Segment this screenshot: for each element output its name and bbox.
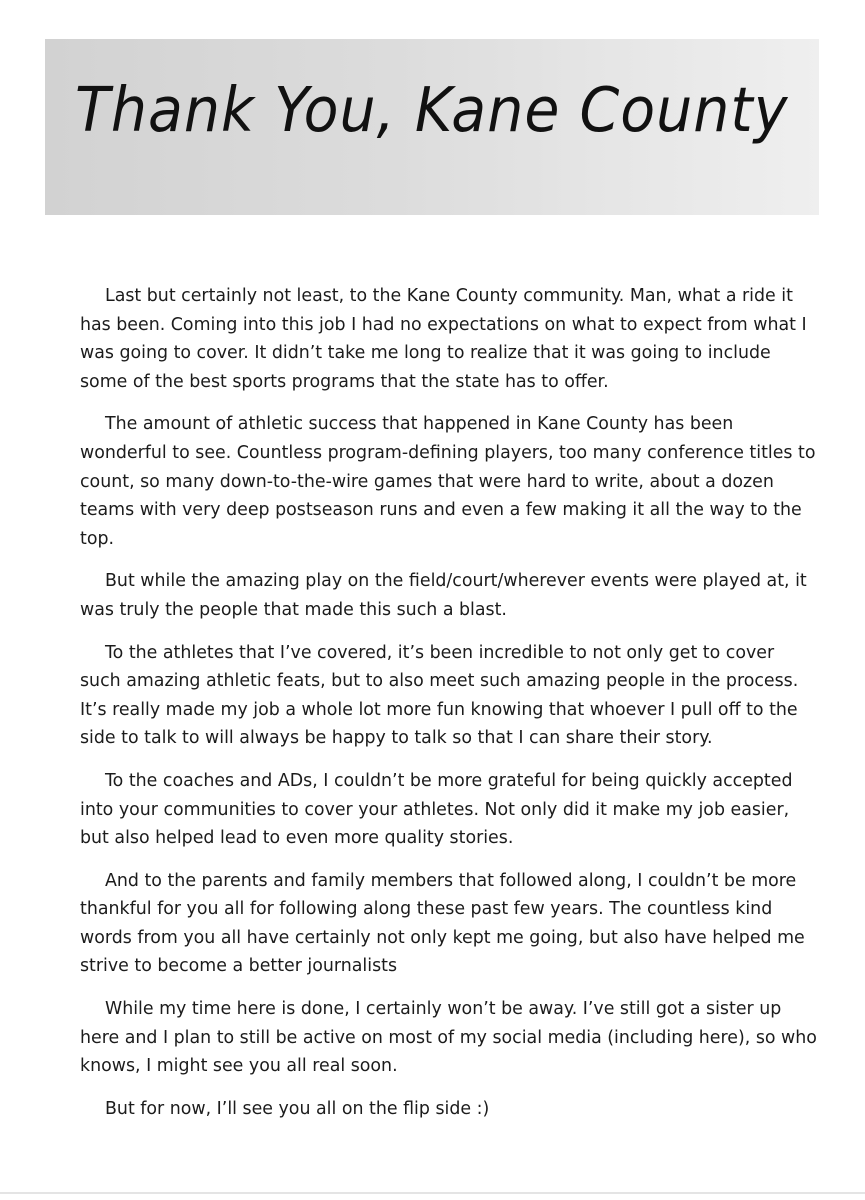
article-body [80, 282, 820, 1137]
paragraph-parents: And to the parents and family members that followed along, I couldn’t be more thankful for you all for following along these past few years. The countless kind words from you all have certainly not only kept me going, but also have helped me strive to become a better journalists [80, 870, 805, 977]
paragraph-athletic-success: The amount of athletic success that happened in Kane County has been wonderful to see. Countless program-defining players, too many conference titles to count, so many down-to-the-wire games that were hard to write, about a dozen teams with very deep postseason runs and even a few making it all the way to the top. [80, 414, 816, 549]
page-bottom-divider [0, 1192, 865, 1194]
paragraph-intro: Last but certainly not least, to the Kane County community. Man, what a ride it has been. Coming into this job I had no expectations on what to expect from what I was going to cover. It didn’t take me long to realize that it was going to include some of the best sports programs that the state has to offer. [80, 286, 807, 392]
paragraph-coaches: To the coaches and ADs, I couldn’t be more grateful for being quickly accepted into your communities to cover your athletes. Not only did it make my job easier, but also helped lead to even more quality stories. [80, 770, 793, 849]
page-title: Thank You, Kane County [75, 74, 789, 147]
paragraph-closing: But for now, I’ll see you all on the flip side :) [105, 1098, 490, 1119]
paragraph-farewell: While my time here is done, I certainly won’t be away. I’ve still got a sister up here and I plan to still be active on most of my social media (including here), so who knows, I might see you all real soon. [80, 999, 817, 1077]
paragraph-athletes: To the athletes that I’ve covered, it’s been incredible to not only get to cover such amazing athletic feats, but to also meet such amazing people in the process. It’s really made my job a whole lot more fun knowing that whoever I pull off to the side to talk to will always be happy to talk so that I can share their story. [80, 642, 799, 749]
title-banner [45, 39, 819, 215]
paragraph-people: But while the amazing play on the field/court/wherever events were played at, it was truly the people that made this such a blast. [80, 571, 807, 620]
